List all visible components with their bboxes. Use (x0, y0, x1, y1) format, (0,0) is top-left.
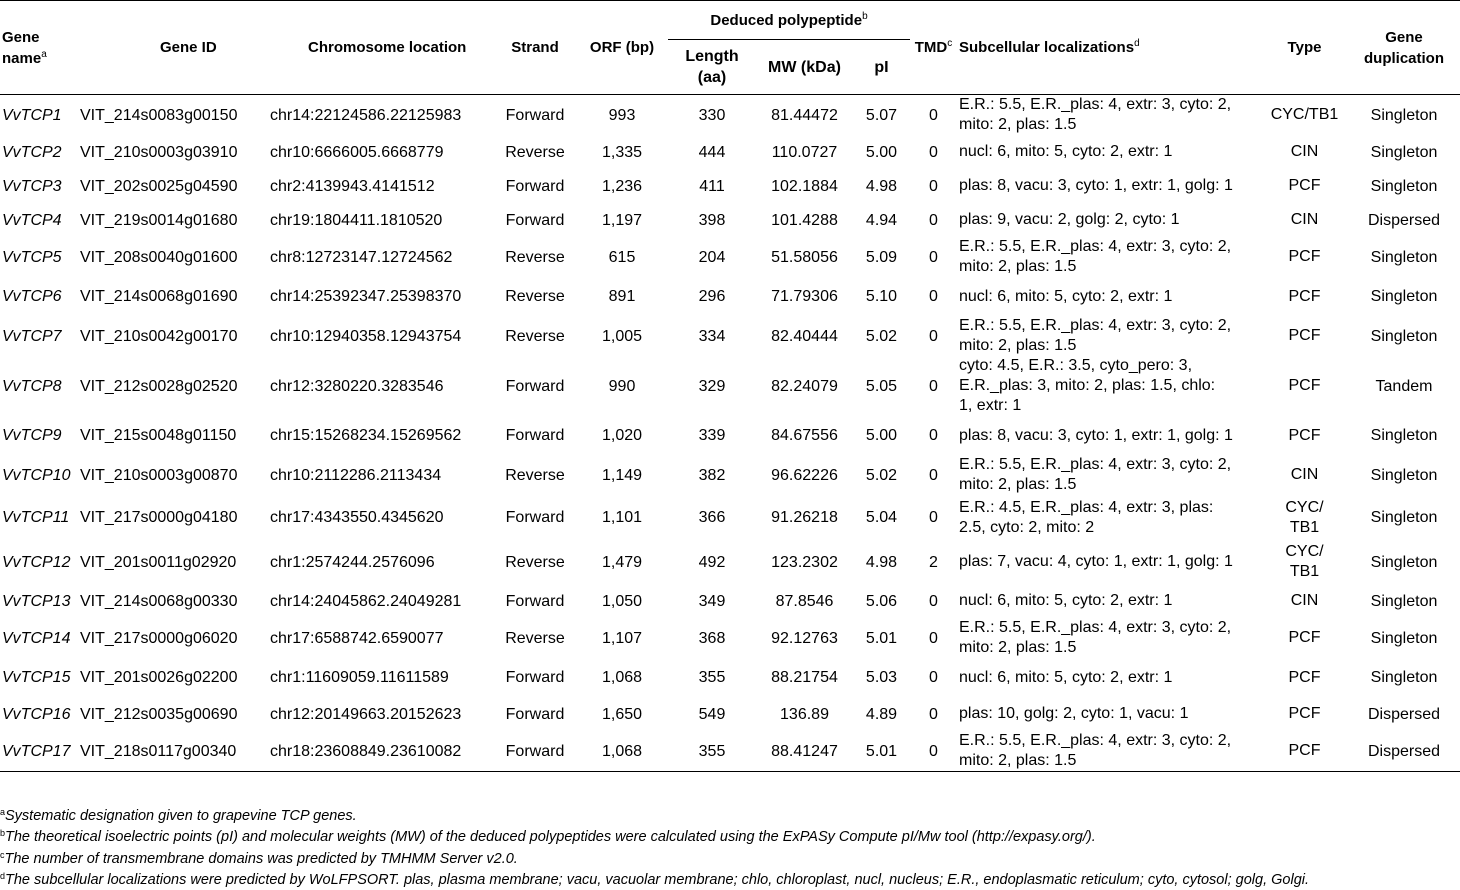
cell-dup: Singleton (1370, 327, 1438, 345)
cell-sub: E.R.: 5.5, E.R._plas: 4, extr: 3, cyto: 2, mito: 2, plas: 1.5 (959, 238, 1232, 275)
cell-orf: 1,149 (601, 466, 643, 484)
cell-gene: VvTCP10 (2, 466, 71, 484)
cell-id: VIT_210s0003g03910 (80, 143, 238, 161)
header-orf: ORF (bp) (576, 1, 668, 95)
header-deduced-polypeptide: Deduced polypeptide$^b$ (668, 1, 910, 40)
cell-gene: VvTCP2 (2, 143, 62, 161)
cell-id: VIT_214s0068g01690 (80, 288, 238, 305)
cell-loc: chr19:1804411.1810520 (270, 211, 443, 229)
cell-sub: E.R.: 4.5, E.R._plas: 4, extr: 3, plas: 2.5, cyto: 2, mito: 2 (959, 498, 1214, 536)
cell-len: 411 (699, 177, 725, 195)
cell-strand: Forward (505, 509, 565, 526)
cell-mw: 81.44472 (771, 106, 838, 124)
cell-orf: 1,479 (601, 553, 643, 571)
cell-orf: 1,335 (601, 143, 643, 161)
cell-type: PCF (1288, 248, 1321, 265)
cell-gene: VvTCP14 (2, 629, 71, 647)
cell-id: VIT_210s0042g00170 (80, 327, 238, 345)
cell-strand: Reverse (505, 629, 565, 647)
cell-loc: chr14:25392347.25398370 (270, 288, 462, 305)
cell-type: CYC/ TB1 (1285, 543, 1324, 580)
footnote (0, 851, 518, 867)
cell-mw: 101.4288 (771, 211, 838, 229)
cell-sub: E.R.: 5.5, E.R._plas: 4, extr: 3, cyto: 2, mito: 2, plas: 1.5 (959, 96, 1232, 133)
cell-gene: VvTCP1 (2, 106, 62, 124)
cell-gene: VvTCP16 (2, 705, 71, 723)
cell-mw: 123.2302 (771, 553, 838, 571)
cell-mw: 84.67556 (771, 427, 838, 444)
cell-strand: Forward (505, 377, 565, 395)
cell-gene: VvTCP3 (2, 177, 62, 195)
cell-id: VIT_215s0048g01150 (80, 427, 237, 444)
cell-pi: 5.10 (865, 288, 898, 305)
cell-id: VIT_219s0014g01680 (80, 211, 238, 229)
cell-type: PCF (1288, 377, 1321, 394)
cell-id: VIT_208s0040g01600 (80, 248, 238, 266)
cell-dup: Dispersed (1348, 731, 1460, 772)
cell-mw: 88.21754 (771, 669, 838, 686)
cell-mw: 87.8546 (775, 592, 834, 610)
cell-gene: VvTCP8 (2, 377, 62, 395)
cell-gene: VvTCP9 (2, 427, 62, 444)
cell-len: 492 (698, 553, 726, 571)
cell-len: 368 (698, 629, 726, 647)
cell-pi: 5.06 (865, 592, 898, 610)
cell-tmd: 0 (929, 669, 938, 686)
cell-loc: chr12:3280220.3283546 (270, 377, 444, 395)
cell-id: VIT_214s0083g00150 (80, 106, 238, 124)
cell-sub: nucl: 6, mito: 5, cyto: 2, extr: 1 (959, 143, 1173, 160)
cell-dup: Singleton (1370, 106, 1438, 124)
footnote-mark: b (0, 828, 6, 838)
cell-type: PCF (1288, 327, 1321, 344)
cell-strand: Reverse (505, 466, 565, 484)
cell-loc: chr10:12940358.12943754 (270, 327, 462, 345)
table-row (0, 618, 1460, 658)
cell-tmd: 0 (929, 592, 938, 610)
header-length: Length (aa) (668, 40, 756, 95)
table-row (0, 169, 1460, 203)
cell-type: PCF (1288, 629, 1321, 646)
cell-loc: chr12:20149663.20152623 (270, 705, 462, 723)
table-body (0, 95, 1460, 772)
cell-strand: Forward (505, 669, 565, 686)
cell-type: PCF (1288, 426, 1321, 444)
cell-mw: 110.0727 (771, 143, 838, 161)
cell-loc: chr10:6666005.6668779 (270, 143, 444, 161)
cell-pi: 5.03 (865, 669, 898, 686)
cell-mw: 91.26218 (771, 509, 838, 526)
cell-loc: chr8:12723147.12724562 (270, 248, 453, 266)
cell-sub: plas: 8, vacu: 3, cyto: 1, extr: 1, golg: 1 (959, 426, 1233, 444)
cell-len: 349 (698, 592, 726, 610)
cell-type: PCF (1288, 705, 1321, 722)
cell-type: PCF (1288, 177, 1321, 194)
cell-orf: 1,005 (601, 327, 643, 345)
cell-mw: 92.12763 (771, 629, 838, 647)
header-gene-duplication: Gene duplication (1348, 1, 1460, 95)
cell-strand: Reverse (505, 248, 565, 266)
cell-type: CIN (1290, 211, 1319, 228)
cell-id: VIT_201s0011g02920 (80, 553, 237, 571)
cell-loc: chr17:4343550.4345620 (270, 509, 444, 526)
cell-tmd: 0 (929, 377, 938, 395)
cell-pi: 5.00 (865, 143, 898, 161)
cell-strand: Forward (505, 211, 565, 229)
footnote-mark: d (0, 871, 6, 881)
cell-type: CYC/ TB1 (1285, 498, 1324, 536)
cell-len: 296 (698, 288, 726, 305)
cell-id: VIT_217s0000g04180 (80, 509, 238, 526)
table-row (0, 135, 1460, 169)
cell-sub: E.R.: 5.5, E.R._plas: 4, extr: 3, cyto: 2, mito: 2, plas: 1.5 (959, 317, 1232, 354)
cell-dup: Tandem (1375, 377, 1433, 395)
table-row (0, 697, 1460, 731)
cell-dup: Singleton (1370, 466, 1438, 484)
footnote-mark: c (0, 850, 5, 860)
cell-pi: 4.98 (865, 177, 898, 195)
header-chromosome-location: Chromosome location (268, 1, 494, 95)
cell-loc: chr17:6588742.6590077 (270, 629, 444, 647)
cell-len: 339 (698, 427, 726, 444)
table-row (0, 316, 1460, 356)
cell-sub: nucl: 6, mito: 5, cyto: 2, extr: 1 (959, 287, 1173, 305)
cell-tmd: 0 (929, 211, 938, 229)
table-row (0, 356, 1460, 416)
cell-sub: plas: 8, vacu: 3, cyto: 1, extr: 1, golg: 1 (959, 177, 1233, 194)
cell-id: VIT_217s0000g06020 (80, 629, 238, 647)
header-strand: Strand (494, 1, 576, 95)
cell-pi: 5.05 (865, 377, 898, 395)
cell-gene: VvTCP5 (2, 248, 62, 266)
cell-id: VIT_210s0003g00870 (80, 466, 238, 484)
cell-pi: 4.98 (865, 553, 898, 571)
cell-strand: Forward (494, 731, 576, 772)
cell-tmd: 0 (929, 177, 938, 195)
cell-gene: VvTCP17 (0, 731, 78, 772)
cell-mw: 71.79306 (771, 288, 838, 305)
cell-orf: 1,101 (601, 509, 643, 526)
cell-tmd: 0 (929, 288, 938, 305)
cell-tmd: 0 (929, 427, 938, 444)
table-row (0, 658, 1460, 697)
cell-dup: Singleton (1370, 248, 1438, 266)
cell-loc: chr2:4139943.4141512 (270, 177, 435, 195)
table-row (0, 540, 1460, 584)
cell-orf: 1,107 (601, 629, 643, 647)
cell-dup: Singleton (1370, 553, 1438, 571)
cell-pi: 5.01 (865, 629, 898, 647)
header-gene-id: Gene ID (78, 1, 268, 95)
cell-len: 444 (698, 143, 726, 161)
cell-loc: chr10:2112286.2113434 (270, 466, 442, 484)
table-row (0, 455, 1460, 495)
header-gene-name: Gene name$^a$ (0, 1, 78, 95)
cell-gene: VvTCP6 (2, 288, 62, 305)
cell-tmd: 0 (929, 106, 938, 124)
cell-loc: chr15:15268234.15269562 (270, 427, 462, 444)
cell-len: 334 (698, 327, 726, 345)
cell-gene: VvTCP15 (2, 669, 71, 686)
table-row (0, 95, 1460, 136)
cell-pi: 4.94 (865, 211, 898, 229)
cell-mw: 96.62226 (771, 466, 838, 484)
cell-loc: chr18:23608849.23610082 (268, 731, 494, 772)
table-row (0, 584, 1460, 618)
cell-dup: Singleton (1370, 592, 1438, 610)
cell-type: CIN (1290, 466, 1319, 483)
footnote (0, 872, 1309, 888)
cell-type: PCF (1288, 668, 1321, 686)
cell-tmd: 2 (929, 553, 938, 571)
cell-type: PCF (1261, 731, 1348, 772)
cell-dup: Singleton (1370, 427, 1438, 444)
cell-strand: Reverse (505, 143, 565, 161)
cell-tmd: 0 (929, 248, 938, 266)
cell-orf: 891 (608, 288, 636, 305)
cell-dup: Dispersed (1367, 211, 1441, 229)
cell-loc: chr1:2574244.2576096 (270, 553, 435, 571)
cell-id: VIT_214s0068g00330 (80, 592, 238, 610)
cell-len: 355 (698, 669, 726, 686)
cell-mw: 82.40444 (771, 327, 838, 345)
cell-dup: Dispersed (1367, 705, 1441, 723)
cell-pi: 5.01 (853, 731, 910, 772)
cell-dup: Singleton (1370, 288, 1438, 305)
cell-len: 382 (698, 466, 726, 484)
cell-sub: plas: 10, golg: 2, cyto: 1, vacu: 1 (959, 705, 1189, 722)
cell-strand: Forward (505, 705, 565, 723)
cell-orf: 1,020 (601, 427, 643, 444)
cell-sub: plas: 9, vacu: 2, golg: 2, cyto: 1 (959, 211, 1180, 228)
cell-id: VIT_212s0035g00690 (80, 705, 238, 723)
cell-strand: Forward (505, 177, 565, 195)
cell-len: 329 (698, 377, 726, 395)
footnote (0, 808, 357, 824)
cell-orf: 615 (608, 248, 636, 266)
cell-orf: 1,068 (576, 731, 668, 772)
cell-orf: 1,050 (601, 592, 643, 610)
table-row (0, 416, 1460, 455)
cell-loc: chr1:11609059.11611589 (270, 669, 449, 686)
cell-sub: E.R.: 5.5, E.R._plas: 4, extr: 3, cyto: 2, mito: 2, plas: 1.5 (959, 619, 1232, 656)
cell-tmd: 0 (910, 731, 957, 772)
cell-len: 549 (698, 705, 726, 723)
cell-pi: 5.04 (865, 509, 898, 526)
cell-gene: VvTCP12 (2, 553, 71, 571)
cell-mw: 51.58056 (771, 248, 838, 266)
footnote (0, 829, 1096, 845)
cell-sub: nucl: 6, mito: 5, cyto: 2, extr: 1 (959, 668, 1173, 686)
cell-sub: E.R.: 5.5, E.R._plas: 4, extr: 3, cyto: 2, mito: 2, plas: 1.5 (959, 456, 1232, 493)
cell-dup: Singleton (1370, 143, 1438, 161)
cell-tmd: 0 (929, 327, 938, 345)
cell-type: CIN (1290, 143, 1319, 160)
cell-orf: 1,197 (601, 211, 643, 229)
cell-strand: Reverse (505, 288, 565, 305)
header-tmd: TMD$^c$ (910, 1, 957, 95)
cell-loc: chr14:24045862.24049281 (270, 592, 462, 610)
cell-tmd: 0 (929, 509, 938, 526)
cell-strand: Reverse (505, 553, 565, 571)
cell-pi: 5.07 (865, 106, 898, 124)
cell-strand: Reverse (505, 327, 565, 345)
cell-len: 330 (698, 106, 726, 124)
cell-strand: Forward (505, 106, 565, 124)
cell-id: VIT_201s0026g02200 (80, 669, 238, 686)
cell-id: VIT_212s0028g02520 (80, 377, 238, 395)
header-subcellular: Subcellular localizations$^d$ (957, 1, 1261, 95)
footnote-text: The theoretical isoelectric points (pI) and molecular weights (MW) of the deduced polypeptides were calculated using the ExPASy Compute pI/Mw tool (http://expasy.org/). (5, 829, 1096, 845)
cell-strand: Forward (505, 427, 565, 444)
cell-mw: 88.41247 (756, 731, 853, 772)
header-pi: pI (853, 40, 910, 95)
cell-type: CYC/TB1 (1270, 106, 1339, 123)
cell-dup: Singleton (1370, 629, 1438, 647)
cell-gene: VvTCP13 (2, 592, 71, 610)
cell-gene: VvTCP7 (2, 327, 62, 345)
cell-pi: 5.09 (865, 248, 898, 266)
cell-sub: plas: 7, vacu: 4, cyto: 1, extr: 1, golg: 1 (959, 553, 1233, 570)
cell-pi: 5.02 (865, 327, 898, 345)
cell-orf: 1,650 (601, 705, 643, 723)
cell-mw: 136.89 (780, 705, 829, 723)
footnote-text: The number of transmembrane domains was predicted by TMHMM Server v2.0. (4, 851, 518, 867)
cell-sub: nucl: 6, mito: 5, cyto: 2, extr: 1 (959, 592, 1173, 609)
table-row (0, 203, 1460, 237)
cell-pi: 4.89 (865, 705, 898, 723)
cell-dup: Singleton (1370, 177, 1438, 195)
cell-dup: Singleton (1370, 509, 1438, 526)
cell-len: 366 (698, 509, 726, 526)
cell-len: 204 (698, 248, 726, 266)
cell-tmd: 0 (929, 629, 938, 647)
cell-orf: 1,236 (601, 177, 643, 195)
cell-pi: 5.02 (865, 466, 898, 484)
cell-tmd: 0 (929, 466, 938, 484)
cell-id: VIT_202s0025g04590 (80, 177, 238, 195)
cell-tmd: 0 (929, 705, 938, 723)
cell-strand: Forward (505, 592, 565, 610)
cell-len: 398 (698, 211, 726, 229)
header-mw: MW (kDa) (756, 40, 853, 95)
cell-orf: 993 (608, 106, 636, 124)
cell-type: CIN (1290, 592, 1319, 609)
cell-tmd: 0 (929, 143, 938, 161)
table-row (0, 277, 1460, 316)
cell-sub: E.R.: 5.5, E.R._plas: 4, extr: 3, cyto: 2, mito: 2, plas: 1.5 (957, 731, 1261, 772)
cell-pi: 5.00 (865, 427, 898, 444)
footnote-text: Systematic designation given to grapevine TCP genes. (5, 808, 357, 824)
cell-id: VIT_218s0117g00340 (78, 731, 268, 772)
table-row (0, 731, 1460, 772)
cell-type: PCF (1288, 287, 1321, 305)
cell-sub: cyto: 4.5, E.R.: 3.5, cyto_pero: 3, E.R._plas: 3, mito: 2, plas: 1.5, chlo: 1, extr: 1 (959, 357, 1216, 414)
cell-gene: VvTCP11 (2, 509, 70, 526)
cell-loc: chr14:22124586.22125983 (270, 106, 462, 124)
cell-orf: 1,068 (601, 669, 643, 686)
cell-len: 355 (668, 731, 756, 772)
cell-gene: VvTCP4 (2, 211, 62, 229)
cell-dup: Singleton (1370, 669, 1438, 686)
cell-mw: 82.24079 (771, 377, 838, 395)
cell-orf: 990 (608, 377, 636, 395)
header-type: Type (1261, 1, 1348, 95)
footnote-mark: a (0, 807, 6, 817)
table-row (0, 495, 1460, 540)
cell-mw: 102.1884 (771, 177, 838, 195)
footnote-text: The subcellular localizations were predicted by WoLFPSORT. plas, plasma membrane; vacu, vacuolar membrane; chlo, chloroplast, nucl, nucleus; E.R., endoplasmatic reticulum; cyto, cytosol; golg, Golgi. (5, 872, 1310, 888)
table-row (0, 237, 1460, 277)
